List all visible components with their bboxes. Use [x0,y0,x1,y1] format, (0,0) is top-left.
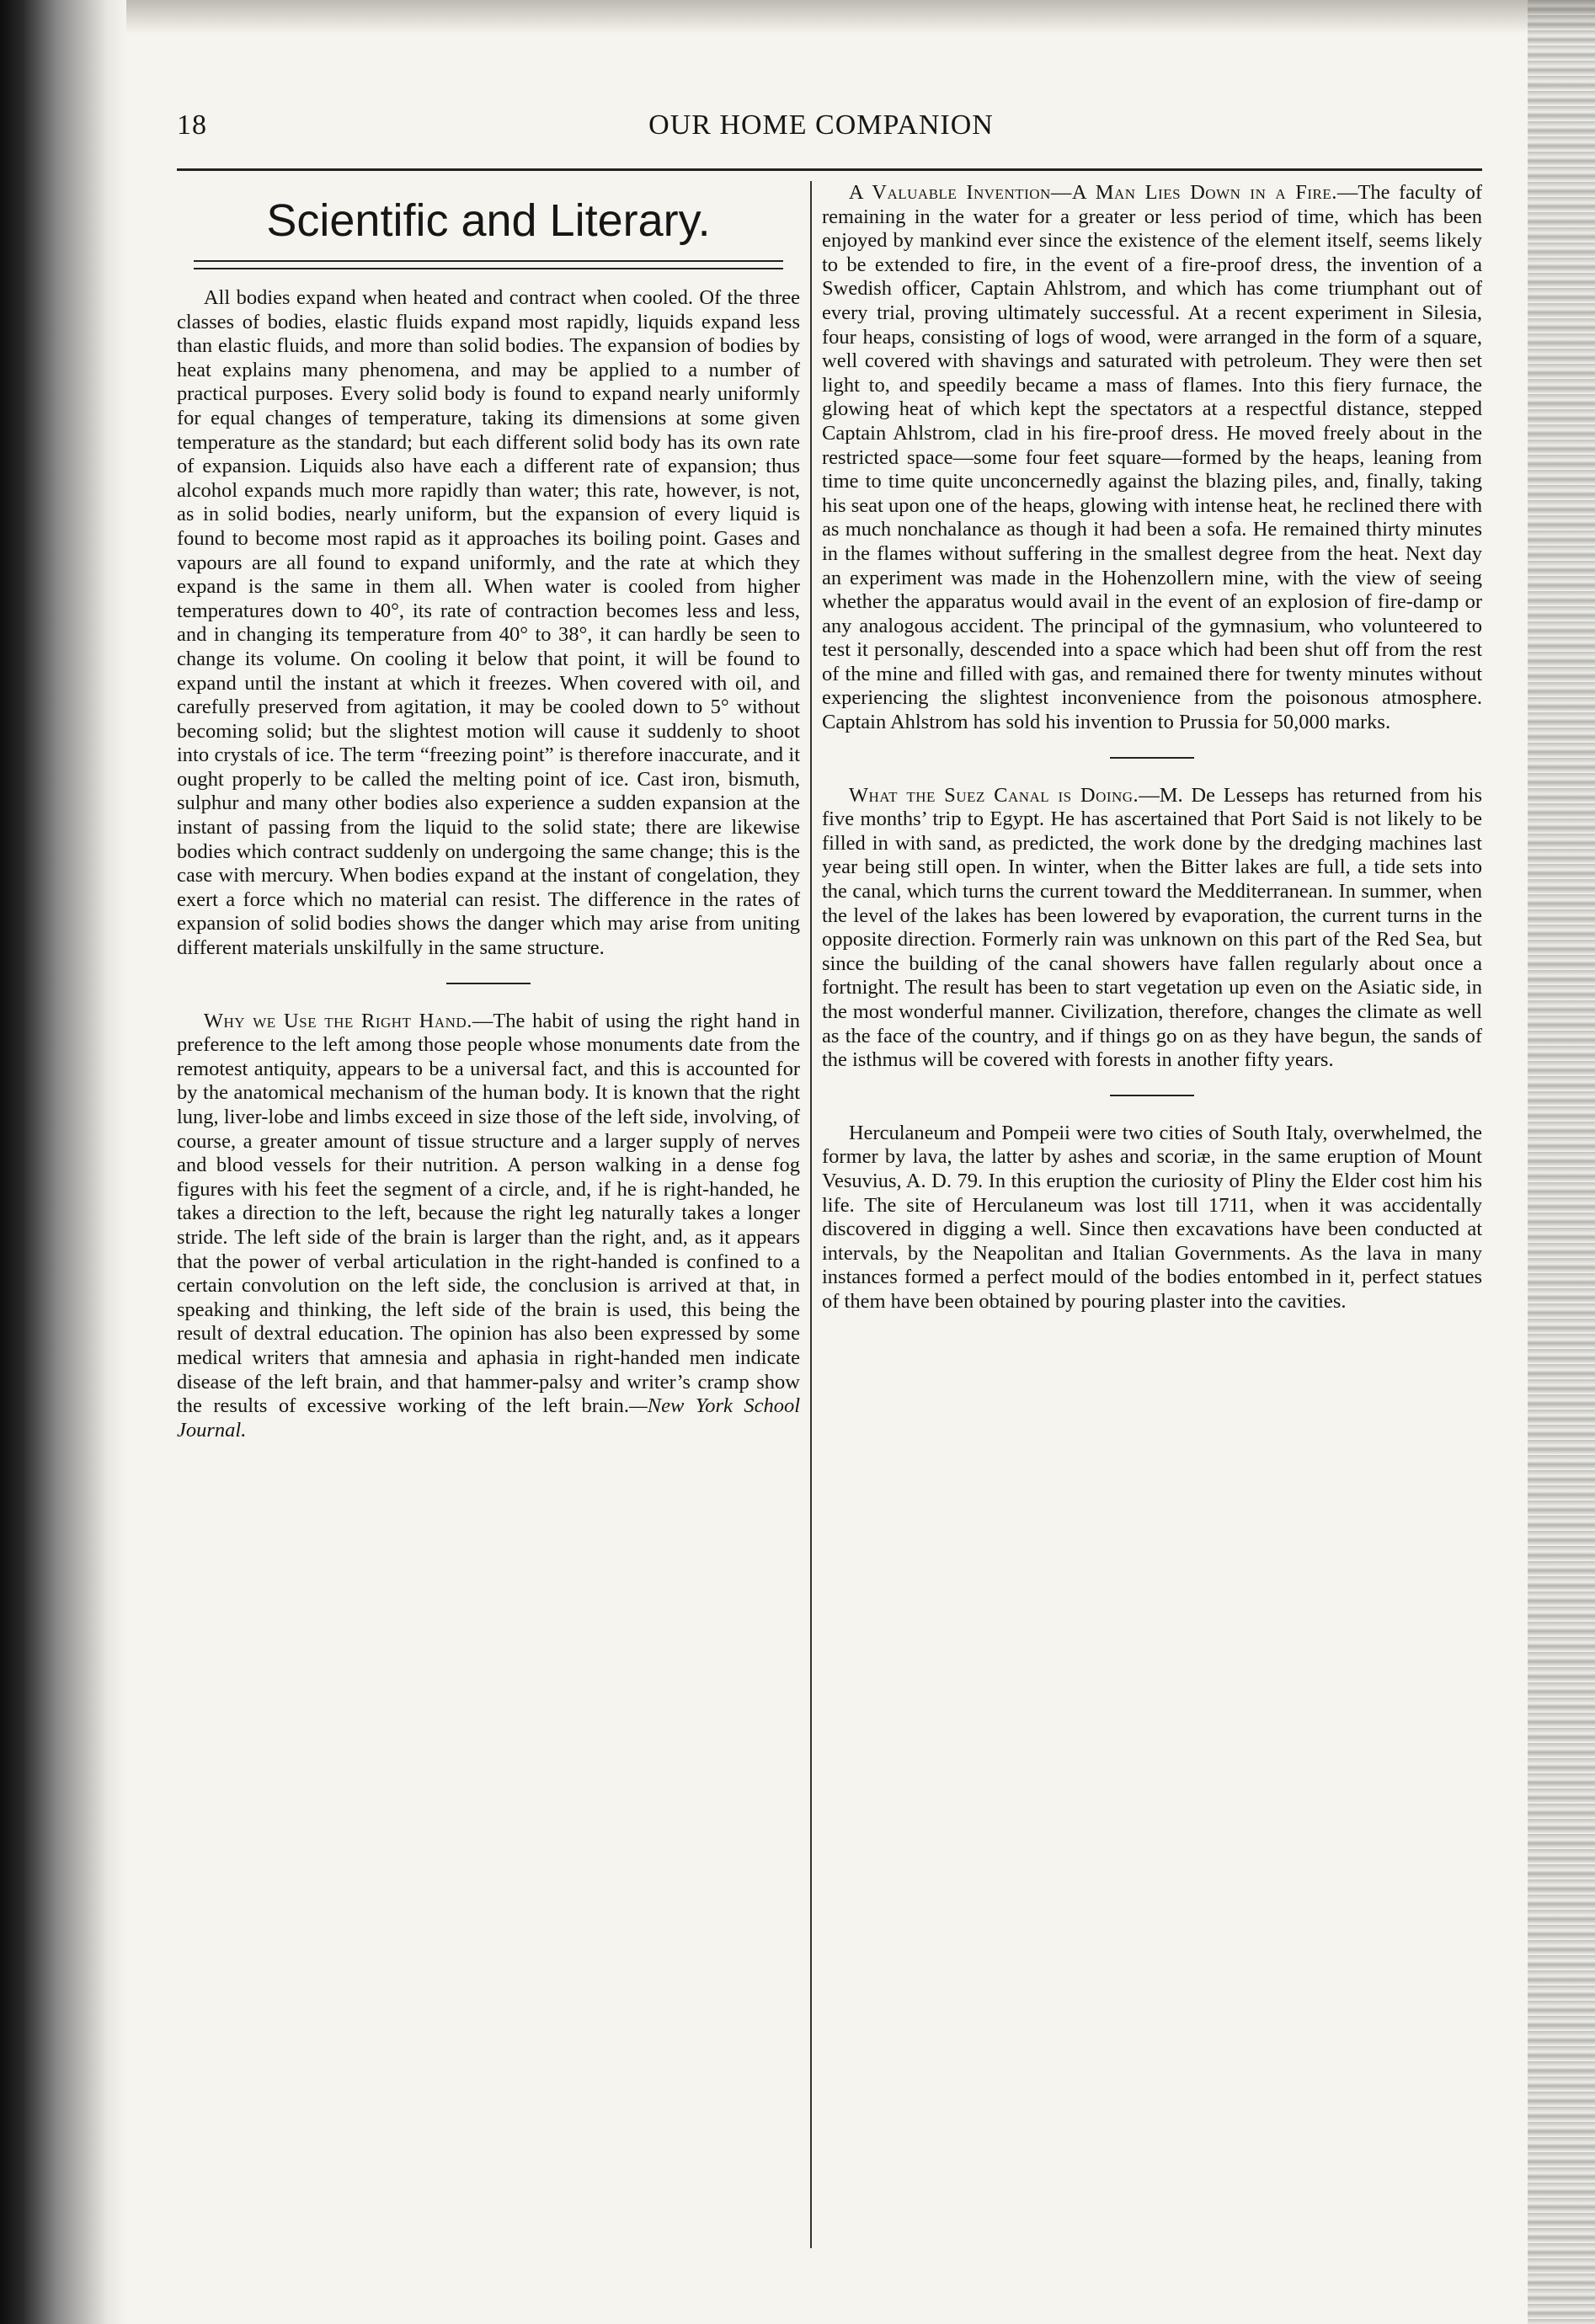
running-header [160,93,1482,143]
article-right-hand [177,1010,800,1443]
article-separator [446,983,531,984]
article-suez-text: —M. De Lesseps has returned from his five months’ trip to Egypt. He has ascertained that Port Said is not likely to be filled in with sand, as predicted, the work done by the dredging machines last year being still open. In winter, when the Bitter lakes are full, a tide sets into the canal, which turns the current toward the Medditerranean. In summer, when the level of the lakes has been lowered by evaporation, the current turns in the opposite direction. Formerly rain was unknown on this part of the Red Sea, but since the building of the canal showers have fallen regularly about once a fortnight. The result has been to start vegetation up even on the Asiatic side, in the most wonderful manner. Civilization, therefore, changes the climate as well as the face of the country, and if things go on as they have begun, the sands of the isthmus will be covered with forests in another fifty years. [822,783,1482,1072]
column-divider [810,181,812,2248]
running-title: OUR HOME COMPANION [648,109,994,141]
article-separator [1110,1095,1194,1096]
article-expansion: All bodies expand when heated and contract when cooled. Of the three classes of bodies, elastic fluids expand most rapidly, liquids expand less than elastic fluids, and more than solid bodies. The expansion of bodies by heat explains many phenomena, and may be applied to a number of practical purposes. Every solid body is found to expand nearly uniformly for equal changes of temperature, taking its dimensions at some given temperature as the standard; but each different solid body has its own rate of expansion. Liquids also have each a different rate of expansion; thus alcohol expands much more rapidly than water; this rate, however, is not, as in solid bodies, nearly uniform, but the expansion of every liquid is found to become most rapid as it approaches its boiling point. Gases and vapours are all found to expand uniformly, and the rate at which they expand is the same in them all. When water is cooled from higher temperatures down to 40°, its rate of contraction becomes less and less, and in changing its temperature from 40° to 38°, it can hardly be seen to change its volume. On cooling it below that point, it will be found to expand until the instant at which it freezes. When covered with oil, and carefully preserved from agitation, it may be cooled down to 5° without becoming solid; but the slightest motion will cause it suddenly to shoot into crystals of ice. The term “freezing point” is therefore inaccurate, and it ought properly to be called the melting point of ice. Cast iron, bismuth, sulphur and many other bodies also experience a sudden expansion at the instant of passing from the liquid to the solid state; there are likewise bodies which contract suddenly on undergoing the same change; this is the case with mercury. When bodies expand at the instant of congelation, they exert a force which no material can resist. The difference in the rates of expansion of solid bodies shows the danger which may arise from uniting different materials unskilfully in the same structure. [177,286,800,960]
article-right-hand-source: —New York School Journal. [177,1394,801,1442]
newspaper-page [160,93,1482,2248]
article-invention-text: —The faculty of remaining in the water for a greater or less period of time, which has been enjoyed by mankind ever since the existence of the element itself, seems likely to be extended to fire, in the event of a fire-proof dress, the invention of a Swedish officer, Captain Ahlstrom, and which has come triumphant out of every trial, proving ultimately successful. At a recent experiment in Silesia, four heaps, consisting of logs of wood, were arranged in the form of a square, well covered with shavings and saturated with petroleum. They were then set light to, and speedily became a mass of flames. Into this fiery furnace, the glowing heat of which kept the spectators at a respectful distance, stepped Captain Ahlstrom, clad in his fire-proof dress. He moved freely about in the restricted space—some four feet square—formed by the heaps, leaning from time to time quite unconcernedly against the blazing piles, and, finally, taking his seat upon one of the heaps, glowing with intense heat, he reclined there with as much nonchalance as though it had been a sofa. He remained thirty minutes in the flames without suffering in the smallest degree from the heat. Next day an experiment was made in the Hohenzollern mine, with the view of seeing whether the apparatus would avail in the event of an explosion of fire-damp or any analogous accident. The principal of the gymnasium, who volunteered to test it personally, descended into a space which had been shut off from the rest of the mine and filled with gas, and remained there for twenty minutes without experiencing the slightest inconvenience from the poisonous atmosphere. Captain Ahlstrom has sold his invention to Prussia for 50,000 marks. [822,181,1482,734]
article-right-hand-heading: Why we Use the Right Hand. [203,1009,472,1032]
article-right-hand-text: —The habit of using the right hand in preference to the left among those people whose monuments date from the remotest antiquity, appears to be a universal fact, and this is accounted for by the anatomical mechanism of the human body. It is known that the right lung, liver-lobe and limbs exceed in size those of the left side, involving, of course, a greater amount of tissue structure and a larger supply of nerves and blood vessels for their nutrition. A person walking in a dense fog figures with his feet the segment of a circle, and, if he is right-handed, he takes a direction to the left, because the right leg naturally takes a longer stride. The left side of the brain is larger than the right, and, as it appears that the power of verbal articulation in the right-handed is confined to a certain convolution on the left side, the conclusion is arrived at that, in speaking and thinking, the left side of the brain is used, this being the result of dextral education. The opinion has also been expressed by some medical writers that amnesia and aphasia in right-handed men indicate disease of the left brain, and that hammer-palsy and writer’s cramp show the results of excessive working of the left brain. [177,1009,801,1418]
page-number: 18 [177,109,207,141]
article-invention-heading: A Valuable Invention—A Man Lies Down in a Fire. [848,181,1337,204]
heading-double-rule [194,260,783,269]
scan-shadow-left [0,0,126,2324]
left-column [177,181,800,2248]
article-separator [1110,757,1194,759]
article-suez-heading: What the Suez Canal is Doing. [848,783,1139,807]
scan-edge-right [1528,0,1595,2324]
section-heading: Scientific and Literary. [266,195,711,246]
article-suez [822,784,1482,1073]
article-invention [822,181,1482,735]
header-rule [177,168,1482,171]
scan-shadow-top [126,0,1595,34]
right-column [822,181,1482,2248]
article-herculaneum: Herculaneum and Pompeii were two cities of South Italy, overwhelmed, the former by lava, the latter by ashes and scoriæ, in the same eruption of Mount Vesuvius, A. D. 79. In this eruption the curiosity of Pliny the Elder cost him his life. The site of Herculaneum was lost till 1711, when it was accidentally discovered in digging a well. Since then excavations have been conducted at intervals, by the Neapolitan and Italian Governments. As the lava in many instances formed a perfect mould of the bodies entombed in it, perfect statues of them have been obtained by pouring plaster into the cavities. [822,1121,1482,1313]
body-columns [177,181,1482,2248]
